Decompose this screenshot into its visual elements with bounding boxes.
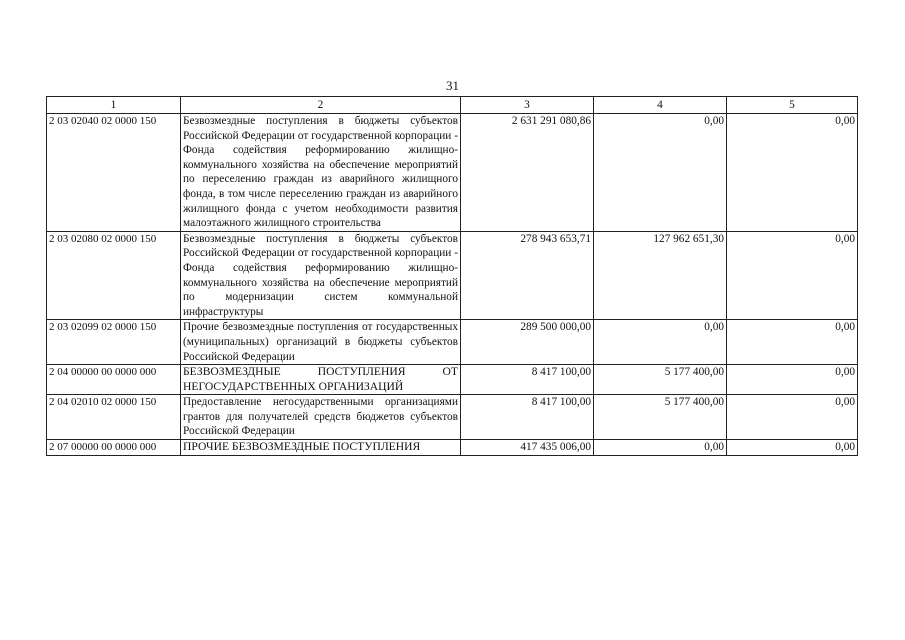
header-col-5: 5 <box>727 97 858 114</box>
row-value-col4: 5 177 400,00 <box>594 395 727 440</box>
table-row <box>47 440 858 456</box>
table-row <box>47 231 858 320</box>
header-row <box>47 97 858 114</box>
row-description: Предоставление негосударственными организациями грантов для получателей средств бюджетов субъектов Российской Федерации <box>181 395 461 440</box>
row-value-col4: 0,00 <box>594 114 727 232</box>
row-code: 2 03 02080 02 0000 150 <box>47 231 181 320</box>
row-value-col3: 2 631 291 080,86 <box>461 114 594 232</box>
row-code: 2 04 00000 00 0000 000 <box>47 365 181 395</box>
row-code: 2 03 02040 02 0000 150 <box>47 114 181 232</box>
table-row <box>47 320 858 365</box>
row-value-col3: 278 943 653,71 <box>461 231 594 320</box>
table-row <box>47 365 858 395</box>
row-value-col5: 0,00 <box>727 395 858 440</box>
row-description: ПРОЧИЕ БЕЗВОЗМЕЗДНЫЕ ПОСТУПЛЕНИЯ <box>181 440 461 456</box>
row-value-col5: 0,00 <box>727 231 858 320</box>
row-value-col3: 417 435 006,00 <box>461 440 594 456</box>
header-col-3: 3 <box>461 97 594 114</box>
row-value-col4: 0,00 <box>594 320 727 365</box>
row-value-col5: 0,00 <box>727 114 858 232</box>
row-value-col3: 8 417 100,00 <box>461 395 594 440</box>
row-value-col3: 8 417 100,00 <box>461 365 594 395</box>
row-value-col4: 0,00 <box>594 440 727 456</box>
row-description: Безвозмездные поступления в бюджеты субъектов Российской Федерации от государственной корпорации - Фонда содействия реформированию жилищно-коммунального хозяйства на обеспечение мероприятий по модернизации систем коммунальной инфраструктуры <box>181 231 461 320</box>
table-row <box>47 114 858 232</box>
row-value-col5: 0,00 <box>727 320 858 365</box>
page-number: 31 <box>446 78 459 93</box>
row-value-col4: 5 177 400,00 <box>594 365 727 395</box>
row-code: 2 07 00000 00 0000 000 <box>47 440 181 456</box>
header-col-1: 1 <box>47 97 181 114</box>
row-description: Безвозмездные поступления в бюджеты субъектов Российской Федерации от государственной корпорации - Фонда содействия реформированию жилищно-коммунального хозяйства на обеспечение мероприятий по переселению граждан из аварийного жилищного фонда, в том числе переселению граждан из аварийного жилищного фонда с учетом необходимости развития малоэтажного жилищного строительства <box>181 114 461 232</box>
row-value-col5: 0,00 <box>727 440 858 456</box>
row-value-col5: 0,00 <box>727 365 858 395</box>
row-code: 2 03 02099 02 0000 150 <box>47 320 181 365</box>
row-value-col4: 127 962 651,30 <box>594 231 727 320</box>
table-row <box>47 395 858 440</box>
row-description: Прочие безвозмездные поступления от государственных (муниципальных) организаций в бюджеты субъектов Российской Федерации <box>181 320 461 365</box>
row-value-col3: 289 500 000,00 <box>461 320 594 365</box>
revenue-table <box>46 96 858 456</box>
header-col-4: 4 <box>594 97 727 114</box>
header-col-2: 2 <box>181 97 461 114</box>
row-code: 2 04 02010 02 0000 150 <box>47 395 181 440</box>
row-description: БЕЗВОЗМЕЗДНЫЕ ПОСТУПЛЕНИЯ ОТ НЕГОСУДАРСТВЕННЫХ ОРГАНИЗАЦИЙ <box>181 365 461 395</box>
